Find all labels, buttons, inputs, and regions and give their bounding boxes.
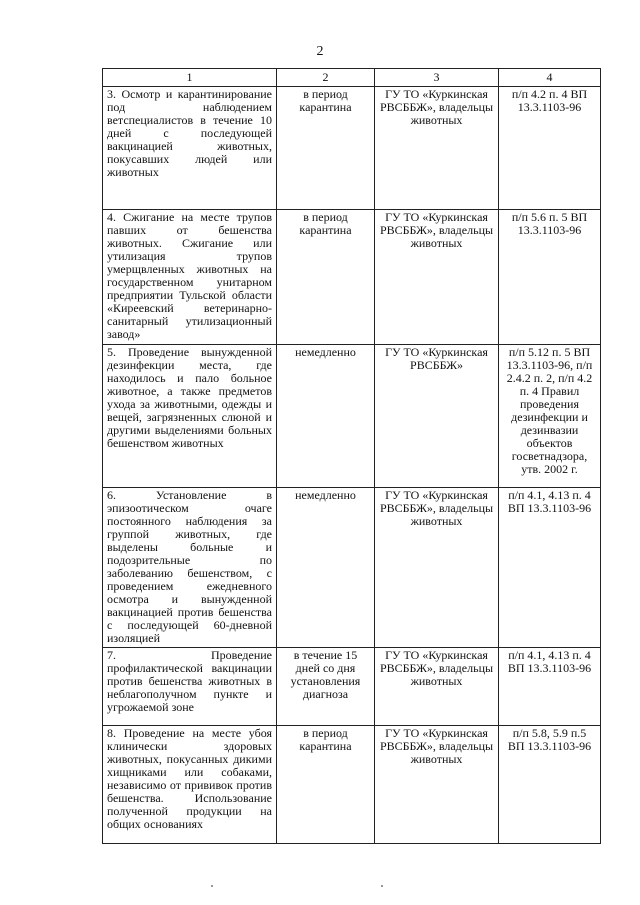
measure-reference: п/п 5.8, 5.9 п.5 ВП 13.3.1103-96 [499, 726, 601, 844]
measure-reference: п/п 4.2 п. 4 ВП 13.3.1103-96 [499, 87, 601, 210]
measure-term: в период карантина [277, 87, 375, 210]
table-row [103, 210, 601, 345]
measure-responsible: ГУ ТО «Куркинская РВСББЖ», владельцы животных [375, 87, 499, 210]
measure-term: в период карантина [277, 210, 375, 345]
measure-responsible: ГУ ТО «Куркинская РВСББЖ» [375, 345, 499, 488]
measure-responsible: ГУ ТО «Куркинская РВСББЖ», владельцы животных [375, 726, 499, 844]
measure-reference: п/п 5.6 п. 5 ВП 13.3.1103-96 [499, 210, 601, 345]
page-number: 2 [316, 44, 324, 59]
measure-responsible: ГУ ТО «Куркинская РВСББЖ», владельцы животных [375, 210, 499, 345]
measure-description: 4. Сжигание на месте трупов павших от бешенства животных. Сжигание или утилизация трупов умерщвленных животных на государственном унитарном предприятии Тульской области «Киреевский ветеринарно-санитарный утилизационный завод» [103, 210, 277, 345]
header-col-2: 2 [277, 69, 375, 87]
measure-description: 3. Осмотр и карантинирование под наблюдением ветспециалистов в течение 10 дней с последующей вакцинацией животных, покусавших людей или животных [103, 87, 277, 210]
header-row [103, 69, 601, 87]
scan-speck [381, 885, 383, 887]
table-row [103, 345, 601, 488]
measure-term: в течение 15 дней со дня установления диагноза [277, 648, 375, 726]
measure-term: немедленно [277, 488, 375, 648]
measures-table [102, 68, 601, 844]
measure-reference: п/п 5.12 п. 5 ВП 13.3.1103-96, п/п 2.4.2 п. 2, п/п 4.2 п. 4 Правил проведения дезинфекции и дезинвазии объектов госветнадзора, утв. 2002 г. [499, 345, 601, 488]
header-col-4: 4 [499, 69, 601, 87]
header-col-1: 1 [103, 69, 277, 87]
measure-responsible: ГУ ТО «Куркинская РВСББЖ», владельцы животных [375, 648, 499, 726]
measure-description: 6. Установление в эпизоотическом очаге постоянного наблюдения за группой животных, где выделены больные и подозрительные по заболеванию бешенством, с проведением ежедневного осмотра и вынужденной вакцинацией против бешенства с последующей 60-дневной изоляцией [103, 488, 277, 648]
measure-reference: п/п 4.1, 4.13 п. 4 ВП 13.3.1103-96 [499, 648, 601, 726]
measure-reference: п/п 4.1, 4.13 п. 4 ВП 13.3.1103-96 [499, 488, 601, 648]
table-row [103, 726, 601, 844]
scan-speck [211, 885, 213, 887]
measure-responsible: ГУ ТО «Куркинская РВСББЖ», владельцы животных [375, 488, 499, 648]
table-row [103, 648, 601, 726]
measure-description: 5. Проведение вынужденной дезинфекции места, где находилось и пало больное животное, а также предметов ухода за животными, одежды и вещей, загрязненных слюной и другими выделениями больных бешенством животных [103, 345, 277, 488]
table-row [103, 488, 601, 648]
measure-term: в период карантина [277, 726, 375, 844]
table-row [103, 87, 601, 210]
measure-description: 7. Проведение профилактической вакцинации против бешенства животных в неблагополучном пункте и угрожаемой зоне [103, 648, 277, 726]
measure-term: немедленно [277, 345, 375, 488]
measure-description: 8. Проведение на месте убоя клинически здоровых животных, покусанных дикими хищниками или собаками, независимо от прививок против бешенства. Использование полученной продукции на общих основаниях [103, 726, 277, 844]
header-col-3: 3 [375, 69, 499, 87]
